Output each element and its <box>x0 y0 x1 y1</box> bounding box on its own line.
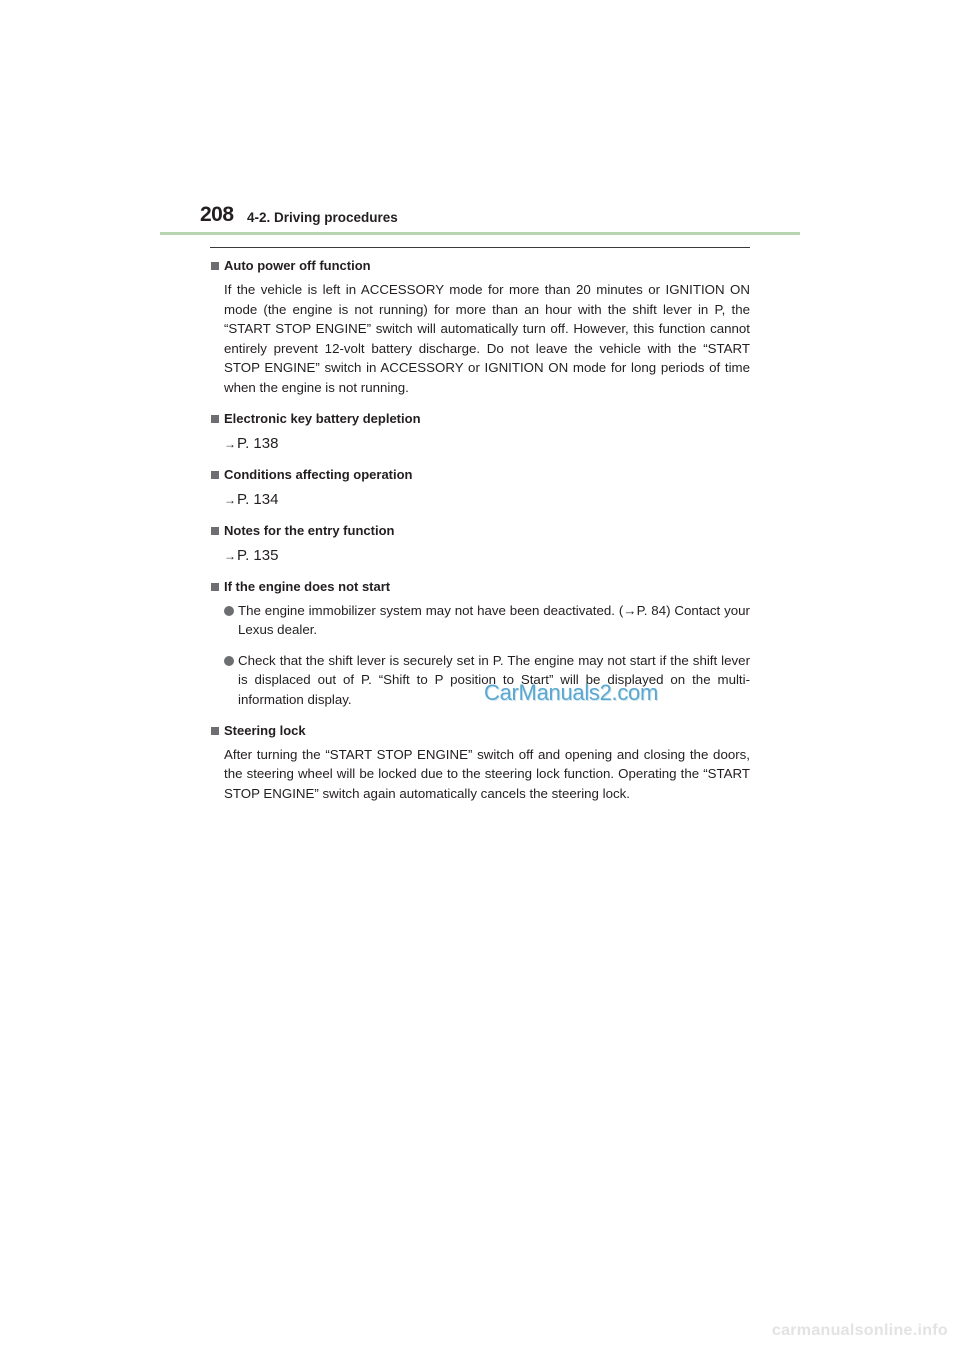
bullet-text: Check that the shift lever is securely set in P. The engine may not start if the shift lever is displaced out of P. “Shift to P position to Start” will be displayed on the multi-information display. <box>238 652 750 707</box>
page-reference-text: P. 135 <box>237 546 279 564</box>
arrow-right-icon: → <box>224 492 236 507</box>
square-icon <box>211 527 219 535</box>
circle-bullet-icon <box>224 656 234 666</box>
section-heading-text: Conditions affecting operation <box>224 466 413 482</box>
manual-content <box>210 256 750 803</box>
square-icon <box>211 727 219 735</box>
section-heading <box>210 256 750 276</box>
square-icon <box>211 415 219 423</box>
section-conditions <box>210 465 750 510</box>
section-heading <box>210 577 750 597</box>
section-heading <box>210 465 750 485</box>
section-heading-text: Electronic key battery depletion <box>224 410 421 426</box>
page-reference-text: P. 138 <box>237 434 279 452</box>
section-engine-not-start <box>210 577 750 710</box>
section-key-battery <box>210 409 750 454</box>
section-heading-text: Notes for the entry function <box>224 522 395 538</box>
page-reference-text: P. 134 <box>237 490 279 508</box>
arrow-right-icon: → <box>224 548 236 563</box>
page-reference[interactable] <box>210 434 750 454</box>
arrow-right-icon: → <box>224 436 236 451</box>
section-entry-notes <box>210 521 750 566</box>
page-reference[interactable] <box>210 490 750 510</box>
section-heading <box>210 409 750 429</box>
bullet-item <box>210 601 750 640</box>
bullet-text: The engine immobilizer system may not have been deactivated. (→P. 84) Contact your Lexus dealer. <box>238 602 750 638</box>
page-header <box>160 203 800 235</box>
square-icon <box>211 471 219 479</box>
section-heading-text: Auto power off function <box>224 258 371 273</box>
section-heading-text: If the engine does not start <box>224 578 391 594</box>
section-title: 4-2. Driving procedures <box>247 210 398 225</box>
page-reference[interactable] <box>210 546 750 566</box>
section-heading <box>210 521 750 541</box>
header-rule <box>160 232 800 235</box>
circle-bullet-icon <box>224 606 234 616</box>
section-heading-text: Steering lock <box>224 722 306 738</box>
square-icon <box>211 583 219 591</box>
footer-watermark: carmanualsonline.info <box>771 1322 948 1339</box>
section-auto-power-off <box>210 256 750 398</box>
square-icon <box>211 262 219 270</box>
section-body: After turning the “START STOP ENGINE” switch off and opening and closing the doors, the steering wheel will be locked due to the steering lock function. Operating the “START STOP ENGINE” switch again automatically cancels the steering lock. <box>224 746 750 801</box>
watermark: CarManuals2.com <box>484 680 659 705</box>
page-number: 208 <box>200 203 234 226</box>
section-steering-lock <box>210 721 750 804</box>
section-heading <box>210 721 750 741</box>
content-divider <box>210 247 750 248</box>
bullet-item <box>210 651 750 710</box>
section-body: If the vehicle is left in ACCESSORY mode for more than 20 minutes or IGNITION ON mode (the engine is not running) for more than an hour with the shift lever in P, the “START STOP ENGINE” switch will automatically turn off. However, this function cannot entirely prevent 12-volt battery discharge. Do not leave the vehicle with the “START STOP ENGINE” switch in ACCESSORY or IGNITION ON mode for long periods of time when the engine is not running. <box>224 282 750 395</box>
